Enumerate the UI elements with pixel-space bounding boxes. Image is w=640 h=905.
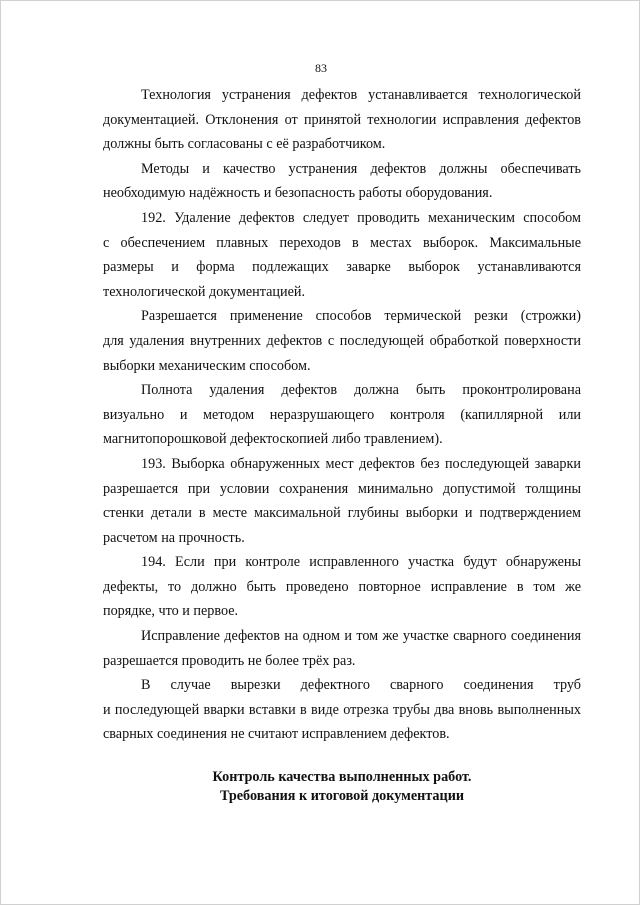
text-line: Методы и качество устранения дефектов должны обеспечивать bbox=[141, 160, 581, 177]
paragraph bbox=[103, 624, 581, 673]
page-number: 83 bbox=[315, 61, 327, 75]
section-heading bbox=[103, 768, 581, 806]
text-line: технологической документацией. bbox=[103, 283, 306, 300]
paragraph bbox=[103, 83, 581, 157]
text-line: необходимую надёжность и безопасность работы оборудования. bbox=[103, 185, 493, 202]
text-line: документацией. Отклонения от принятой технологии исправления дефектов bbox=[103, 111, 581, 128]
text-line: с обеспечением плавных переходов в местах выборок. Максимальные bbox=[103, 234, 581, 251]
section-heading-line: Требования к итоговой документации bbox=[219, 788, 465, 804]
text-line: Технология устранения дефектов устанавливается технологической bbox=[141, 87, 581, 103]
text-line: 192. Удаление дефектов следует проводить механическим способом bbox=[141, 209, 581, 226]
text-line: магнитопорошковой дефектоскопией либо травлением). bbox=[103, 431, 443, 448]
text-line: разрешается при условии сохранения минимально допустимой толщины bbox=[103, 480, 581, 497]
text-line: порядке, что и первое. bbox=[103, 603, 239, 620]
paragraph bbox=[103, 304, 581, 378]
paragraph bbox=[103, 378, 581, 452]
body-text bbox=[103, 83, 581, 747]
paragraph bbox=[103, 673, 581, 747]
text-line: должны быть согласованы с её разработчиком. bbox=[103, 136, 386, 153]
text-line: Исправление дефектов на одном и том же участке сварного соединения bbox=[141, 628, 581, 645]
text-line: дефекты, то должно быть проведено повторное исправление в том же bbox=[103, 578, 581, 595]
paragraph bbox=[103, 206, 581, 304]
text-line: 194. Если при контроле исправленного участка будут обнаружены bbox=[141, 554, 581, 571]
paragraph bbox=[103, 550, 581, 624]
text-line: разрешается проводить не более трёх раз. bbox=[103, 652, 356, 669]
text-line: Разрешается применение способов термической резки (строжки) bbox=[141, 308, 581, 325]
text-line: для удаления внутренних дефектов с последующей обработкой поверхности bbox=[103, 332, 581, 349]
text-line: В случае вырезки дефектного сварного соединения труб bbox=[141, 677, 581, 694]
paragraph bbox=[103, 157, 581, 206]
text-line: стенки детали в месте максимальной глубины выборки и подтверждением bbox=[103, 505, 581, 522]
section-heading-line: Контроль качества выполненных работ. bbox=[212, 769, 472, 785]
text-line: 193. Выборка обнаруженных мест дефектов без последующей заварки bbox=[141, 455, 581, 472]
text-line: Полнота удаления дефектов должна быть проконтролирована bbox=[141, 382, 581, 399]
text-line: визуально и методом неразрушающего контроля (капиллярной или bbox=[103, 406, 581, 423]
paragraph bbox=[103, 452, 581, 550]
text-line: размеры и форма подлежащих заварке выборок устанавливаются bbox=[103, 259, 581, 276]
text-line: расчетом на прочность. bbox=[103, 529, 245, 546]
text-line: сварных соединения не считают исправлением дефектов. bbox=[103, 726, 450, 743]
text-line: и последующей вварки вставки в виде отрезка трубы два вновь выполненных bbox=[103, 701, 581, 718]
text-line: выборки механическим способом. bbox=[103, 357, 311, 374]
